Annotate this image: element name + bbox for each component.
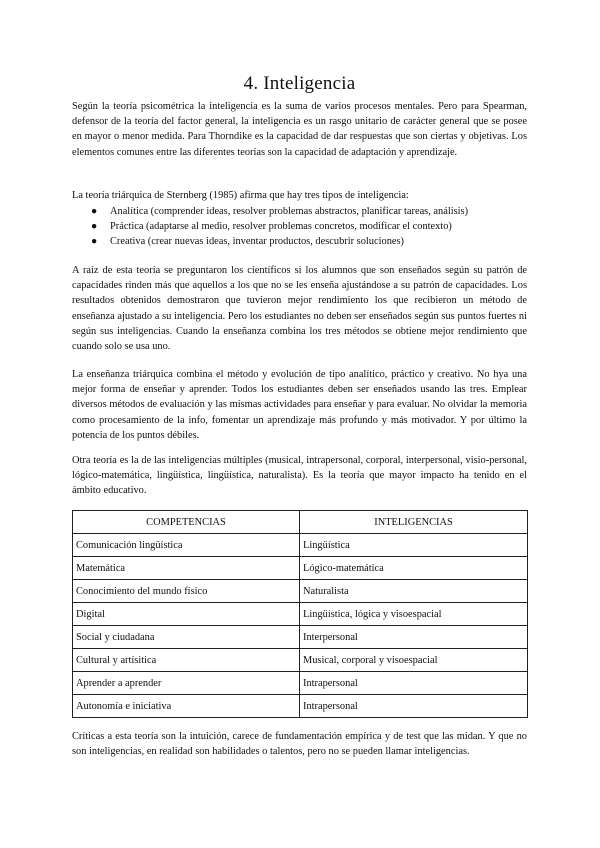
paragraph-research-results: A raíz de esta teoría se preguntaron los científicos si los alumnos que son enseñados según su patrón de capacidades rinden más que aquellos a los que no se les enseña ajustándose a su patrón de capacidades. Los resultados obtenidos demostraron que tuvieron mejor rendimiento los que recibieron un método de enseñanza ajustado a su inteligencia. Pero los estudiantes no deben ser enseñados según sus puntos fuertes ni según sus inteligencias. Cuando la enseñanza combina los tres métodos se obtiene mejor rendimiento que cuando solo se usa uno.	[72, 265, 527, 353]
paragraph-psychometric-theory: Según la teoría psicométrica la inteligencia es la suma de varios procesos mentales. Pero para Spearman, defensor de la teoría del factor general, la inteligencia es un rasgo unitario de carácter general que se posee en mayor o menor medida. Para Thorndike es la capacidad de dar respuestas que son ciertas y objetivas. Los elementos comunes entre las diferentes teorías son la capacidad de adaptación y aprendizaje.	[72, 101, 527, 158]
table-cell: Digital	[73, 603, 300, 626]
list-item-text: Analítica (comprender ideas, resolver problemas abstractos, planificar tareas, análisis)	[110, 206, 469, 217]
column-header-competencias: COMPETENCIAS	[73, 511, 300, 534]
table-cell: Musical, corporal y visoespacial	[300, 649, 528, 672]
list-item	[72, 219, 527, 234]
table-cell: Naturalista	[300, 580, 528, 603]
paragraph-triarchic-teaching: La enseñanza triárquica combina el método y evolución de tipo analítico, práctico y creativo. No hya una mejor forma de enseñar y aprender. Todos los estudiantes deben ser enseñados usando las tres. Emplear diversos métodos de evaluación y las mismas actividades para enseñar y para evaluar. No olvidar la memoria como procesamiento de la info, fomentar un aprendizaje más profundo y más motivador. Y por último la potencia de los puntos débiles.	[72, 369, 527, 441]
table-cell: Conocimiento del mundo físico	[73, 580, 300, 603]
table-cell: Lingüística, lógica y visoespacial	[300, 603, 528, 626]
table-cell: Aprender a aprender	[73, 672, 300, 695]
section-title: 4. Inteligencia	[243, 73, 356, 94]
table-cell: Autonomía e iniciativa	[73, 695, 300, 718]
column-header-inteligencias: INTELIGENCIAS	[300, 511, 528, 534]
table-cell: Intrapersonal	[300, 695, 528, 718]
table-cell: Intrapersonal	[300, 672, 528, 695]
table-row	[73, 603, 528, 626]
table-header-row	[73, 511, 528, 534]
table-cell: Social y ciudadana	[73, 626, 300, 649]
table-row	[73, 534, 528, 557]
bullet-icon: ●	[91, 221, 98, 233]
table-cell: Cultural y artísitica	[73, 649, 300, 672]
intelligence-types-list	[72, 204, 527, 250]
list-item-text: Práctica (adaptarse al medio, resolver problemas concretos, modificar el contexto)	[110, 221, 452, 233]
paragraph-criticisms: Críticas a esta teoría son la intuición, carece de fundamentación empírica y de test que las midan. Y que no son inteligencias, en realidad son habilidades o talentos, pero no se pueden llamar inteligencias.	[72, 731, 527, 758]
list-item	[72, 204, 527, 219]
table-cell: Interpersonal	[300, 626, 528, 649]
table-cell: Lingüística	[300, 534, 528, 557]
bullet-icon: ●	[91, 236, 98, 248]
table-cell: Comunicación lingüística	[73, 534, 300, 557]
table-row	[73, 557, 528, 580]
competencies-table	[72, 510, 528, 718]
paragraph-triarchic-intro: La teoría triárquica de Sternberg (1985) afirma que hay tres tipos de inteligencia:	[72, 190, 409, 201]
table-cell: Lógico-matemática	[300, 557, 528, 580]
list-item	[72, 234, 527, 249]
table-row	[73, 580, 528, 603]
table-row	[73, 695, 528, 718]
table-row	[73, 672, 528, 695]
table-row	[73, 649, 528, 672]
table-row	[73, 626, 528, 649]
paragraph-multiple-intelligences: Otra teoría es la de las inteligencias múltiples (musical, intrapersonal, corporal, interpersonal, visio-personal, lógico-matemática, lingüística, lingüística, naturalista). Es la teoría que mayor impacto ha tenido en el ámbito educativo.	[72, 455, 527, 497]
table-cell: Matemática	[73, 557, 300, 580]
list-item-text: Creativa (crear nuevas ideas, inventar productos, descubrir soluciones)	[110, 236, 405, 248]
bullet-icon: ●	[91, 206, 98, 217]
